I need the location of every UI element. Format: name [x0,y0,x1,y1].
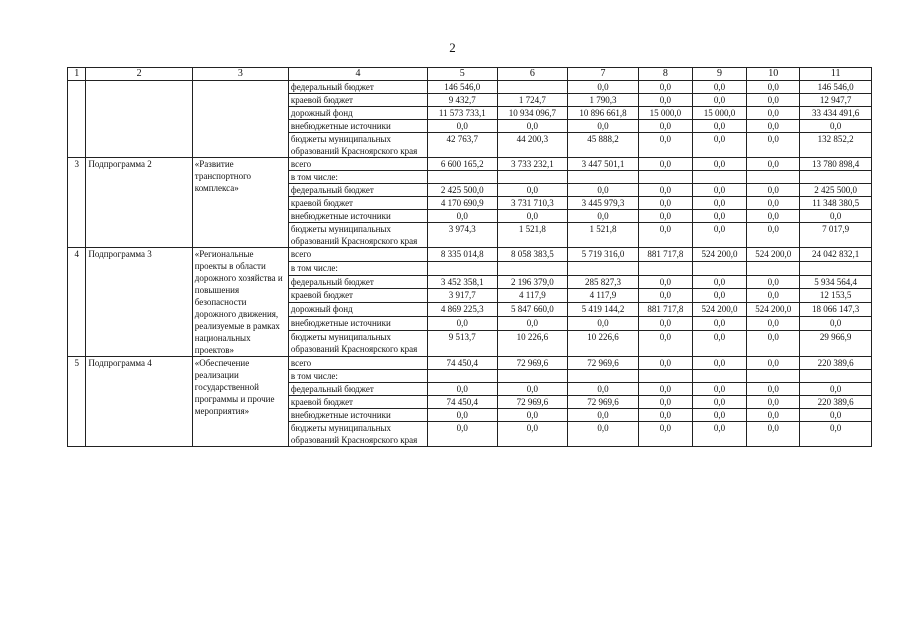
amount-cell: 0,0 [428,210,498,223]
page-number: 2 [449,40,456,55]
amount-cell: 0,0 [568,81,639,94]
amount-cell: 0,0 [568,316,639,330]
amount-cell: 0,0 [747,422,800,447]
amount-cell: 3 917,7 [428,289,498,303]
funding-source-label: всего [288,248,427,262]
amount-cell [800,370,872,383]
amount-cell: 5 847 660,0 [497,303,568,317]
row-number: 5 [68,357,86,447]
program-title: «Региональные проекты в области дорожного хозяйства и повышения безопасности дорожного движения, реализуемые в рамках национальных проектов» [192,248,288,357]
amount-cell: 0,0 [800,210,872,223]
amount-cell: 0,0 [497,210,568,223]
amount-cell: 0,0 [638,357,692,370]
amount-cell: 44 200,3 [497,133,568,158]
amount-cell: 72 969,6 [568,357,639,370]
amount-cell: 3 452 358,1 [428,275,498,289]
amount-cell: 2 425 500,0 [800,184,872,197]
amount-cell: 285 827,3 [568,275,639,289]
column-header-5: 5 [428,68,498,81]
amount-cell: 0,0 [747,223,800,248]
amount-cell: 0,0 [747,210,800,223]
budget-table [67,67,872,447]
amount-cell: 0,0 [638,330,692,357]
program-name [86,81,192,158]
amount-cell [800,171,872,184]
amount-cell: 5 419 144,2 [568,303,639,317]
program-title: «Развитие транспортного комплекса» [192,158,288,248]
amount-cell: 0,0 [638,184,692,197]
amount-cell: 0,0 [692,158,746,171]
amount-cell: 0,0 [692,396,746,409]
amount-cell: 8 058 383,5 [497,248,568,262]
amount-cell: 45 888,2 [568,133,639,158]
table-body [68,81,872,447]
amount-cell: 10 896 661,8 [568,107,639,120]
funding-source-label: краевой бюджет [288,197,427,210]
amount-cell: 0,0 [747,81,800,94]
amount-cell: 0,0 [692,223,746,248]
amount-cell: 15 000,0 [638,107,692,120]
column-header-10: 10 [747,68,800,81]
amount-cell: 0,0 [692,289,746,303]
amount-cell: 0,0 [638,120,692,133]
funding-source-label: в том числе: [288,370,427,383]
amount-cell: 1 521,8 [497,223,568,248]
amount-cell: 0,0 [638,197,692,210]
amount-cell: 3 731 710,3 [497,197,568,210]
amount-cell: 0,0 [497,120,568,133]
column-header-8: 8 [638,68,692,81]
amount-cell: 132 852,2 [800,133,872,158]
amount-cell: 0,0 [692,94,746,107]
amount-cell: 0,0 [638,275,692,289]
amount-cell: 0,0 [428,409,498,422]
amount-cell [692,261,746,275]
amount-cell: 0,0 [692,275,746,289]
amount-cell: 72 969,6 [497,396,568,409]
amount-cell: 0,0 [747,158,800,171]
funding-source-label: федеральный бюджет [288,184,427,197]
amount-cell: 0,0 [747,289,800,303]
amount-cell: 0,0 [747,316,800,330]
column-header-3: 3 [192,68,288,81]
funding-source-label: внебюджетные источники [288,409,427,422]
amount-cell: 3 447 501,1 [568,158,639,171]
amount-cell: 10 226,6 [568,330,639,357]
amount-cell: 72 969,6 [568,396,639,409]
program-name: Подпрограмма 3 [86,248,192,357]
amount-cell: 0,0 [497,184,568,197]
amount-cell: 4 170 690,9 [428,197,498,210]
amount-cell: 0,0 [568,383,639,396]
column-header-2: 2 [86,68,192,81]
amount-cell [568,171,639,184]
amount-cell: 0,0 [747,383,800,396]
amount-cell [497,171,568,184]
amount-cell: 74 450,4 [428,357,498,370]
amount-cell [747,261,800,275]
amount-cell: 0,0 [747,107,800,120]
amount-cell: 1 521,8 [568,223,639,248]
amount-cell: 29 966,9 [800,330,872,357]
amount-cell: 0,0 [638,210,692,223]
funding-source-label: бюджеты муниципальных образований Красноярского края [288,133,427,158]
row-number: 3 [68,158,86,248]
funding-source-label: бюджеты муниципальных образований Красноярского края [288,330,427,357]
amount-cell: 0,0 [638,133,692,158]
funding-source-label: бюджеты муниципальных образований Красноярского края [288,422,427,447]
amount-cell: 0,0 [568,184,639,197]
column-header-6: 6 [497,68,568,81]
amount-cell: 0,0 [800,409,872,422]
amount-cell: 0,0 [428,383,498,396]
funding-source-label: дорожный фонд [288,303,427,317]
amount-cell: 11 348 380,5 [800,197,872,210]
amount-cell [800,261,872,275]
amount-cell: 1 790,3 [568,94,639,107]
amount-cell: 0,0 [638,158,692,171]
amount-cell: 9 432,7 [428,94,498,107]
program-title [192,81,288,158]
amount-cell [692,370,746,383]
amount-cell: 0,0 [638,94,692,107]
amount-cell [747,171,800,184]
amount-cell: 0,0 [692,133,746,158]
amount-cell: 0,0 [692,210,746,223]
amount-cell: 3 445 979,3 [568,197,639,210]
funding-source-label: федеральный бюджет [288,383,427,396]
amount-cell [568,261,639,275]
amount-cell: 0,0 [747,409,800,422]
funding-source-label: внебюджетные источники [288,210,427,223]
table-row [68,81,872,94]
table-row [68,357,872,370]
amount-cell: 0,0 [692,197,746,210]
amount-cell: 11 573 733,1 [428,107,498,120]
column-header-4: 4 [288,68,427,81]
amount-cell: 0,0 [692,422,746,447]
amount-cell: 0,0 [638,409,692,422]
amount-cell: 72 969,6 [497,357,568,370]
amount-cell: 0,0 [747,120,800,133]
amount-cell: 0,0 [497,383,568,396]
amount-cell: 4 869 225,3 [428,303,498,317]
amount-cell: 0,0 [692,330,746,357]
amount-cell: 12 153,5 [800,289,872,303]
amount-cell: 7 017,9 [800,223,872,248]
amount-cell: 1 724,7 [497,94,568,107]
amount-cell: 0,0 [568,120,639,133]
row-number [68,81,86,158]
amount-cell: 0,0 [638,289,692,303]
column-header-9: 9 [692,68,746,81]
amount-cell: 0,0 [638,422,692,447]
amount-cell [568,370,639,383]
amount-cell: 13 780 898,4 [800,158,872,171]
amount-cell [638,261,692,275]
amount-cell: 0,0 [428,120,498,133]
amount-cell: 9 513,7 [428,330,498,357]
amount-cell [497,81,568,94]
amount-cell: 220 389,6 [800,357,872,370]
amount-cell [638,370,692,383]
amount-cell: 2 425 500,0 [428,184,498,197]
amount-cell: 0,0 [692,184,746,197]
amount-cell: 74 450,4 [428,396,498,409]
table-row [68,248,872,262]
amount-cell: 8 335 014,8 [428,248,498,262]
amount-cell: 0,0 [428,316,498,330]
table-row [68,158,872,171]
amount-cell: 0,0 [497,409,568,422]
funding-source-label: в том числе: [288,261,427,275]
amount-cell: 0,0 [638,316,692,330]
funding-source-label: краевой бюджет [288,94,427,107]
amount-cell: 0,0 [692,120,746,133]
amount-cell: 0,0 [800,120,872,133]
amount-cell: 0,0 [638,81,692,94]
amount-cell: 0,0 [747,330,800,357]
amount-cell: 10 226,6 [497,330,568,357]
amount-cell: 0,0 [568,409,639,422]
header-row [68,68,872,81]
amount-cell [428,171,498,184]
amount-cell: 2 196 379,0 [497,275,568,289]
amount-cell: 0,0 [638,383,692,396]
amount-cell: 0,0 [747,184,800,197]
amount-cell: 4 117,9 [497,289,568,303]
funding-source-label: внебюджетные источники [288,316,427,330]
amount-cell: 0,0 [428,422,498,447]
amount-cell: 0,0 [497,422,568,447]
amount-cell [692,171,746,184]
amount-cell: 10 934 096,7 [497,107,568,120]
amount-cell: 4 117,9 [568,289,639,303]
amount-cell: 524 200,0 [747,248,800,262]
amount-cell: 0,0 [638,223,692,248]
amount-cell: 33 434 491,6 [800,107,872,120]
row-number: 4 [68,248,86,357]
program-name: Подпрограмма 4 [86,357,192,447]
column-header-1: 1 [68,68,86,81]
program-name: Подпрограмма 2 [86,158,192,248]
program-title: «Обеспечение реализации государственной программы и прочие мероприятия» [192,357,288,447]
amount-cell: 0,0 [747,275,800,289]
amount-cell: 15 000,0 [692,107,746,120]
column-header-11: 11 [800,68,872,81]
funding-source-label: федеральный бюджет [288,81,427,94]
amount-cell: 0,0 [747,396,800,409]
amount-cell: 146 546,0 [800,81,872,94]
amount-cell: 12 947,7 [800,94,872,107]
amount-cell: 18 066 147,3 [800,303,872,317]
amount-cell: 42 763,7 [428,133,498,158]
funding-source-label: краевой бюджет [288,396,427,409]
amount-cell: 0,0 [497,316,568,330]
amount-cell [638,171,692,184]
amount-cell: 881 717,8 [638,303,692,317]
amount-cell [428,261,498,275]
amount-cell: 0,0 [800,316,872,330]
funding-source-label: всего [288,158,427,171]
amount-cell: 0,0 [692,383,746,396]
amount-cell: 0,0 [747,94,800,107]
amount-cell: 0,0 [638,396,692,409]
amount-cell: 6 600 165,2 [428,158,498,171]
funding-source-label: бюджеты муниципальных образований Красноярского края [288,223,427,248]
amount-cell [428,370,498,383]
amount-cell: 5 934 564,4 [800,275,872,289]
amount-cell: 3 733 232,1 [497,158,568,171]
funding-source-label: в том числе: [288,171,427,184]
amount-cell: 0,0 [692,81,746,94]
amount-cell: 220 389,6 [800,396,872,409]
funding-source-label: всего [288,357,427,370]
funding-source-label: краевой бюджет [288,289,427,303]
amount-cell: 146 546,0 [428,81,498,94]
amount-cell: 0,0 [568,210,639,223]
column-header-7: 7 [568,68,639,81]
amount-cell: 0,0 [747,133,800,158]
amount-cell: 524 200,0 [747,303,800,317]
amount-cell: 524 200,0 [692,248,746,262]
amount-cell: 24 042 832,1 [800,248,872,262]
amount-cell: 0,0 [800,422,872,447]
amount-cell: 0,0 [747,197,800,210]
funding-source-label: федеральный бюджет [288,275,427,289]
amount-cell: 0,0 [800,383,872,396]
amount-cell: 0,0 [692,316,746,330]
amount-cell: 3 974,3 [428,223,498,248]
amount-cell: 524 200,0 [692,303,746,317]
amount-cell: 0,0 [692,409,746,422]
amount-cell [497,261,568,275]
amount-cell [497,370,568,383]
amount-cell [747,370,800,383]
amount-cell: 0,0 [568,422,639,447]
funding-source-label: дорожный фонд [288,107,427,120]
amount-cell: 881 717,8 [638,248,692,262]
amount-cell: 0,0 [747,357,800,370]
amount-cell: 5 719 316,0 [568,248,639,262]
amount-cell: 0,0 [692,357,746,370]
funding-source-label: внебюджетные источники [288,120,427,133]
